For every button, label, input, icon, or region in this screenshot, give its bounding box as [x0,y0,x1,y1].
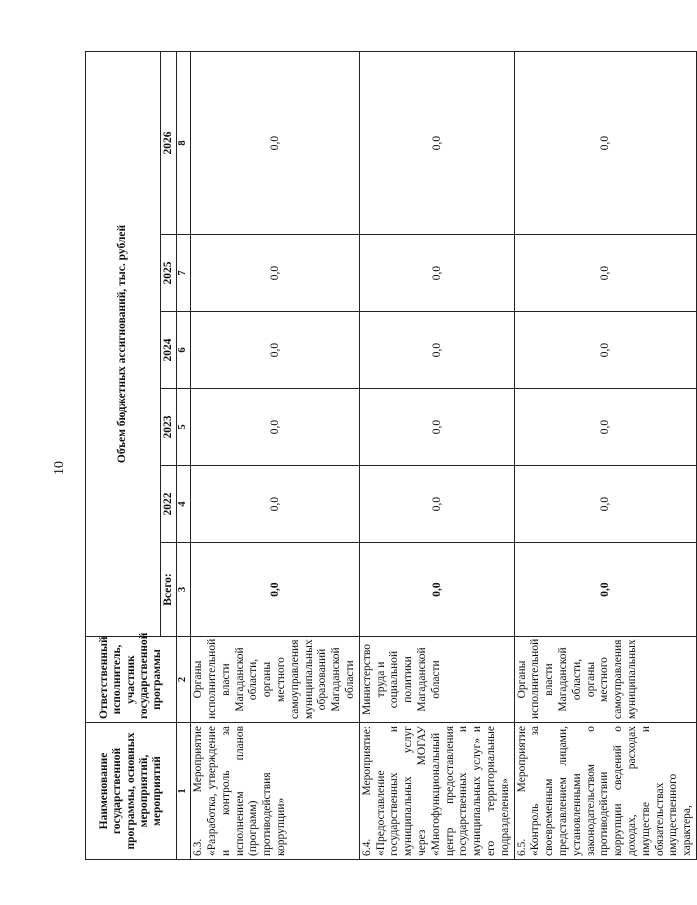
col-number: 6 [177,312,191,389]
row-value-2023: 0,0 [359,389,514,466]
row-value-2024: 0,0 [359,312,514,389]
row-value-2024: 0,0 [514,312,696,389]
col-number: 1 [177,723,191,860]
row-name: 6.4. Мероприятие: «Предоставление государственных и муниципальных услуг через МОГАУ «Многофункциональный центр предоставления государственных и муниципальных услуг» и его территориальные подразделения» [359,723,514,860]
row-value-2025: 0,0 [191,235,360,312]
table-row [191,52,360,860]
row-value-2022: 0,0 [191,466,360,543]
row-value-2023: 0,0 [191,389,360,466]
col-number: 7 [177,235,191,312]
row-value-2025: 0,0 [514,235,696,312]
header-year-2025: 2025 [161,235,177,312]
col-number: 8 [177,52,191,235]
row-value-2023: 0,0 [514,389,696,466]
row-value-2026: 0,0 [191,52,360,235]
table-row [359,52,514,860]
row-executor: Министерство труда и социальной политики Магаданской области [359,637,514,723]
row-value-2026: 0,0 [359,52,514,235]
row-total: 0,0 [514,543,696,637]
header-name: Наименование государственной программы, основных мероприятий, мероприятий [86,723,177,860]
col-number: 5 [177,389,191,466]
row-name: 6.3. Мероприятие «Разработка, утверждение и контроль за исполнением планов (программ) противодействия коррупции» [191,723,360,860]
header-year-2023: 2023 [161,389,177,466]
col-number: 4 [177,466,191,543]
row-total: 0,0 [191,543,360,637]
col-number: 3 [177,543,191,637]
header-year-2024: 2024 [161,312,177,389]
row-value-2026: 0,0 [514,52,696,235]
row-executor: Органы исполнительной власти Магаданской области, органы местного самоуправления муниципальных [514,637,696,723]
row-value-2022: 0,0 [359,466,514,543]
table-row [514,52,696,860]
row-total: 0,0 [359,543,514,637]
row-value-2024: 0,0 [191,312,360,389]
page-number: 10 [52,461,67,475]
row-name: 6.5. Мероприятие «Контроль за своевременным представлением лицами, установленными законодательством о противодействии коррупции сведений о доходах, расходах имуществе и обязательствах имущественного характера, [514,723,696,860]
header-total: Всего: [161,543,177,637]
row-value-2025: 0,0 [359,235,514,312]
header-executor: Ответственный исполнитель, участник государственной программы [86,637,177,723]
header-year-2022: 2022 [161,466,177,543]
col-number: 2 [177,637,191,723]
header-year-2026: 2026 [161,52,177,235]
row-executor: Органы исполнительной власти Магаданской области, органы местного самоуправления муниципальных образований Магаданской области [191,637,360,723]
budget-table [85,51,697,860]
header-volume: Объем бюджетных ассигнований, тыс. рублей [86,52,161,637]
row-value-2022: 0,0 [514,466,696,543]
